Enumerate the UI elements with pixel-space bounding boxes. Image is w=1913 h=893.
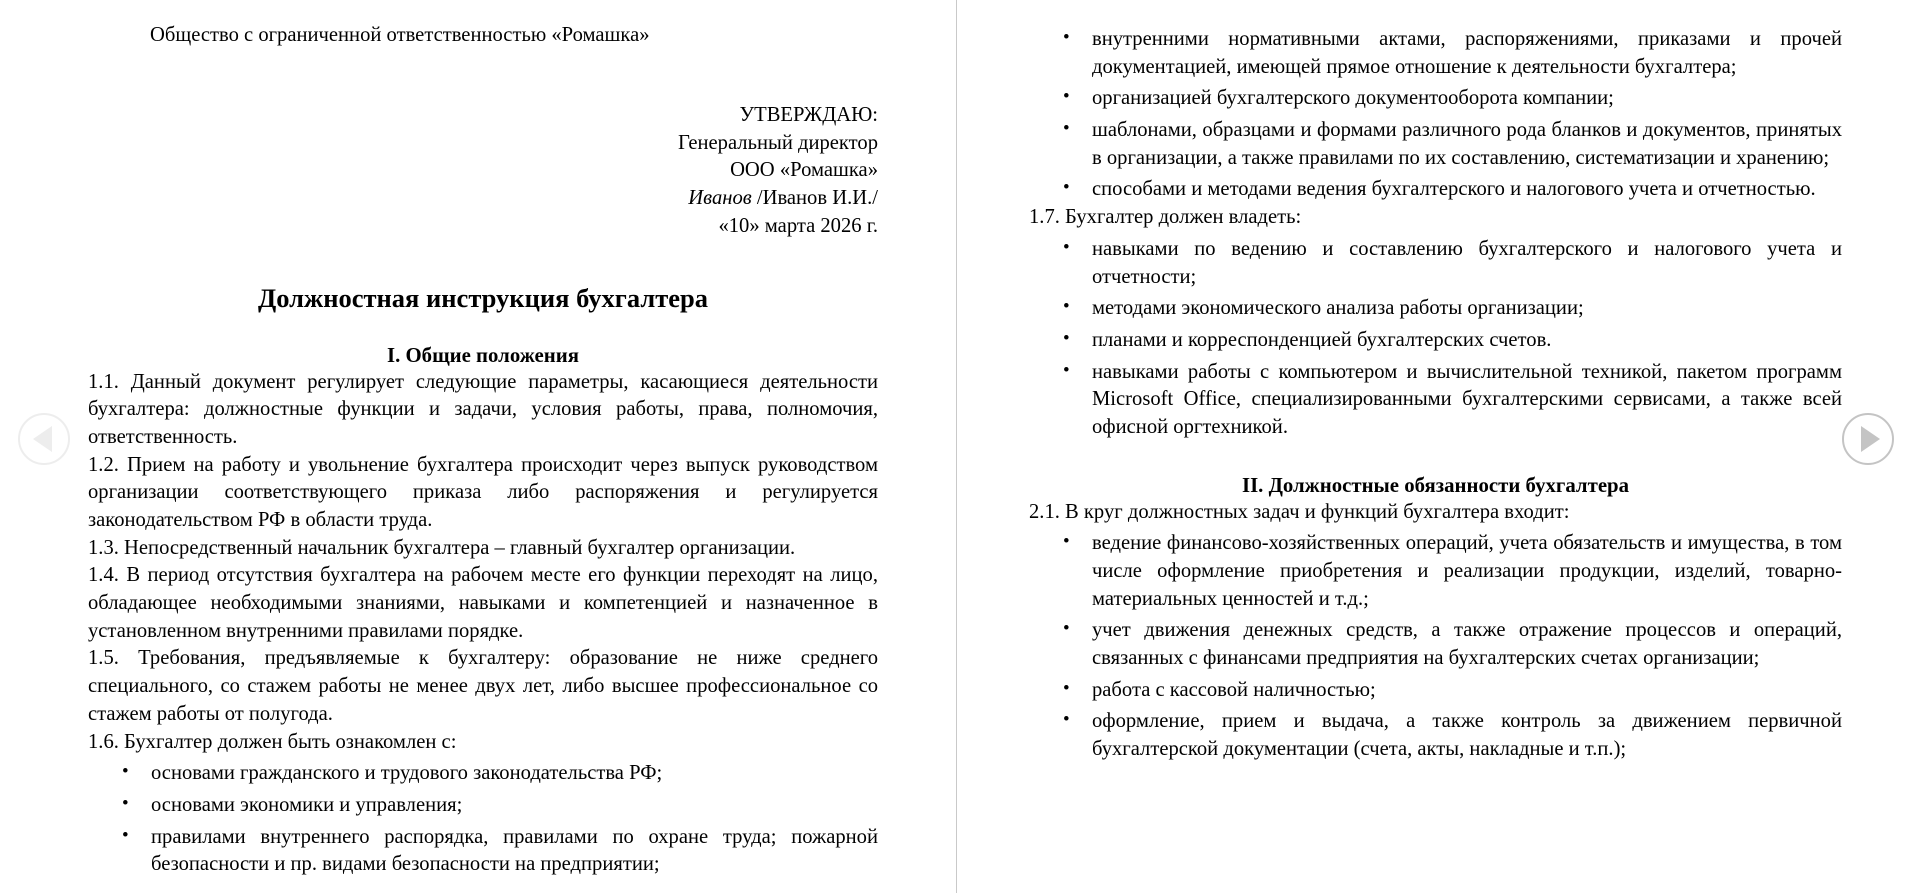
list-item: • навыками по ведению и составлению бухгалтерского и налогового учета и отчетности;	[1029, 236, 1842, 291]
list-item: • основами экономики и управления;	[88, 792, 878, 820]
approval-position: Генеральный директор	[678, 131, 878, 154]
organization-name: Общество с ограниченной ответственностью «Ромашка»	[150, 24, 650, 46]
list-item: • организацией бухгалтерского документооборота компании;	[1029, 85, 1842, 113]
clause-1-7-bullet-list	[1029, 236, 1842, 442]
clause-1-1: 1.1. Данный документ регулирует следующие параметры, касающиеся деятельности бухгалтера: должностные функции и задачи, условия работы, права, полномочия, ответственность.	[88, 370, 878, 448]
list-item: • шаблонами, образцами и формами различного рода бланков и документов, принятых в организации, а также правилами по их составлению, систематизации и хранению;	[1029, 117, 1842, 172]
clause-2-1-bullet-list	[1029, 530, 1842, 764]
list-item: • работа с кассовой наличностью;	[1029, 677, 1842, 705]
section-heading-ii: II. Должностные обязанности бухгалтера	[1241, 473, 1630, 497]
approval-company: ООО «Ромашка»	[730, 159, 878, 182]
clause-1-4: 1.4. В период отсутствия бухгалтера на рабочем месте его функции переходят на лицо, обладающее необходимыми знаниями, навыками и компетенцией и назначенное в установленном внутренними правилами порядке.	[88, 564, 878, 642]
approval-signature-decoded: /Иванов И.И./	[751, 187, 878, 210]
clause-1-3: 1.3. Непосредственный начальник бухгалтера – главный бухгалтер организации.	[88, 536, 796, 559]
page-title: Должностная инструкция бухгалтера	[258, 283, 708, 314]
list-item: • внутренними нормативными актами, распоряжениями, приказами и прочей документацией, имеющей прямое отношение к деятельности бухгалтера;	[1029, 26, 1842, 81]
clause-1-6-bullet-list-continued	[1029, 26, 1842, 204]
approval-date: «10» марта 2026 г.	[718, 215, 878, 238]
list-item: • планами и корреспонденцией бухгалтерских счетов.	[1029, 327, 1842, 355]
list-item: • оформление, прием и выдача, а также контроль за движением первичной бухгалтерской документации (счета, акты, накладные и т.п.);	[1029, 708, 1842, 763]
list-item: • основами гражданского и трудового законодательства РФ;	[88, 760, 878, 788]
clause-1-6: 1.6. Бухгалтер должен быть ознакомлен с:	[88, 730, 457, 753]
clause-1-6-bullet-list	[88, 760, 878, 879]
list-item: • навыками работы с компьютером и вычислительной техникой, пакетом программ Microsoft Office, специализированными бухгалтерскими сервисами, а также всей офисной оргтехникой.	[1029, 359, 1842, 442]
list-item: • методами экономического анализа работы организации;	[1029, 295, 1842, 323]
document-page-right	[956, 0, 1912, 893]
list-item: • ведение финансово-хозяйственных операций, учета обязательств и имущества, в том числе оформление приобретения и реализации продукции, изделий, товарно-материальных ценностей и т.д.;	[1029, 530, 1842, 613]
chevron-right-icon	[1861, 426, 1880, 452]
list-item: • учет движения денежных средств, а также отражение процессов и операций, связанных с финансами предприятия на бухгалтерских счетах организации;	[1029, 617, 1842, 672]
section-heading-i: I. Общие положения	[387, 343, 579, 367]
chevron-left-icon	[33, 426, 52, 452]
approval-signature-line	[88, 185, 878, 213]
clause-1-2: 1.2. Прием на работу и увольнение бухгалтера происходит через выпуск руководством организации соответствующего приказа либо распоряжения и регулируется законодательством РФ в области труда.	[88, 453, 878, 532]
clause-2-1: 2.1. В круг должностных задач и функций бухгалтера входит:	[1029, 500, 1570, 523]
previous-page-button[interactable]	[18, 413, 70, 465]
approval-label: УТВЕРЖДАЮ:	[739, 103, 878, 126]
clause-1-7: 1.7. Бухгалтер должен владеть:	[1029, 206, 1302, 229]
next-page-button[interactable]	[1842, 413, 1894, 465]
list-item: • правилами внутреннего распорядка, правилами по охране труда; пожарной безопасности и пр. видами безопасности на предприятии;	[88, 824, 878, 879]
approval-signature: Иванов	[688, 187, 752, 210]
approval-block	[88, 102, 878, 241]
list-item: • способами и методами ведения бухгалтерского и налогового учета и отчетностью.	[1029, 176, 1842, 204]
clause-1-5: 1.5. Требования, предъявляемые к бухгалтеру: образование не ниже среднего специального, со стажем работы не менее двух лет, либо высшее профессиональное со стажем работы от полугода.	[88, 647, 878, 725]
document-page-left	[0, 0, 956, 893]
